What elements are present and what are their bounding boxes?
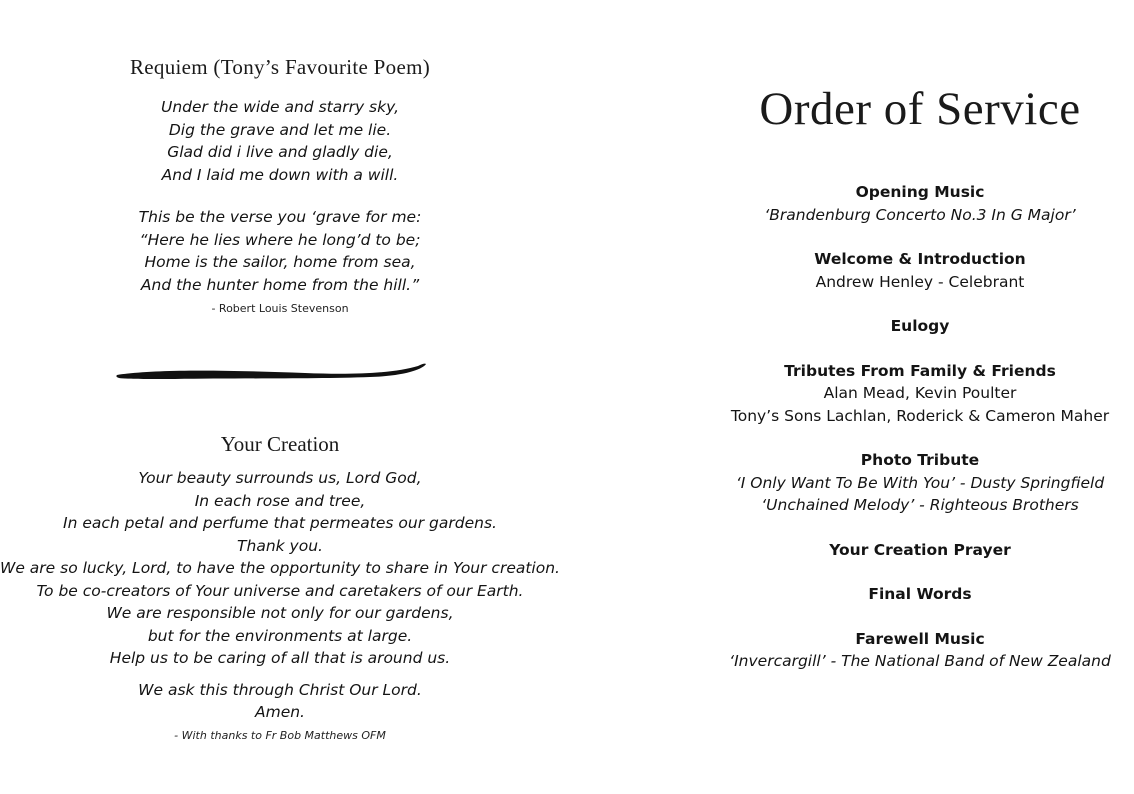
- poem-line: Under the wide and starry sky,: [160, 98, 400, 116]
- service-item-detail: Alan Mead, Kevin Poulter: [823, 384, 1017, 402]
- service-item-detail: ‘I Only Want To Be With You’ - Dusty Springfield: [735, 473, 1105, 492]
- prayer-line: To be co-creators of Your universe and caretakers of our Earth.: [36, 581, 524, 600]
- service-item-opening-music: [700, 181, 1134, 226]
- poem-line: Home is the sailor, home from sea,: [144, 253, 416, 271]
- poem-line: And I laid me down with a will.: [161, 165, 399, 184]
- prayer-line: Thank you.: [237, 536, 323, 555]
- service-item-title: Final Words: [868, 585, 972, 603]
- poem-line: And the hunter home from the hill.”: [140, 275, 420, 294]
- prayer-line: Your beauty surrounds us, Lord God,: [138, 469, 422, 487]
- service-item-title: Photo Tribute: [860, 451, 980, 469]
- service-item-tributes: [700, 360, 1134, 428]
- poem-line: “Here he lies where he long’d to be;: [139, 230, 421, 249]
- brush-stroke-divider: [115, 360, 430, 386]
- prayer-line: In each rose and tree,: [194, 491, 366, 510]
- creation-prayer: [0, 467, 560, 742]
- prayer-closing-line: Amen.: [255, 703, 305, 721]
- poem-line: Dig the grave and let me lie.: [168, 120, 392, 139]
- service-item-title: Tributes From Family & Friends: [784, 361, 1056, 380]
- poem-credit: - Robert Louis Stevenson: [211, 302, 349, 315]
- service-item-title: Your Creation Prayer: [829, 540, 1011, 559]
- poem-title: Requiem (Tony’s Favourite Poem): [129, 55, 431, 79]
- service-items: [700, 181, 1134, 695]
- service-item-detail: ‘Brandenburg Concerto No.3 In G Major’: [764, 205, 1076, 224]
- poem-line: Glad did i live and gladly die,: [167, 143, 393, 161]
- service-item-title: Welcome & Introduction: [814, 250, 1026, 268]
- poem-line: This be the verse you ‘grave for me:: [138, 208, 422, 226]
- prayer-gap: [0, 670, 560, 679]
- service-item-detail: ‘Invercargill’ - The National Band of New Zealand: [729, 652, 1111, 670]
- service-item-title: Farewell Music: [855, 629, 985, 648]
- service-item-final-words: [700, 583, 1134, 606]
- prayer-credit: - With thanks to Fr Bob Matthews OFM: [174, 728, 386, 742]
- prayer-closing-line: We ask this through Christ Our Lord.: [138, 680, 422, 699]
- service-item-detail: Tony’s Sons Lachlan, Roderick & Cameron Maher: [730, 406, 1110, 425]
- prayer-line: We are responsible not only for our gardens,: [106, 604, 454, 622]
- service-item-detail: ‘Unchained Melody’ - Righteous Brothers: [761, 496, 1079, 514]
- service-item-title: Opening Music: [855, 183, 985, 201]
- prayer-line: We are so lucky, Lord, to have the opportunity to share in Your creation.: [0, 559, 560, 577]
- service-item-creation-prayer: [700, 539, 1134, 562]
- service-item-photo-tribute: [700, 449, 1134, 517]
- service-item-farewell-music: [700, 628, 1134, 673]
- service-item-eulogy: [700, 315, 1134, 338]
- order-of-service-title: Order of Service: [759, 83, 1081, 135]
- service-item-title: Eulogy: [890, 317, 950, 335]
- stanza-gap: [0, 186, 560, 206]
- service-item-welcome: [700, 248, 1134, 293]
- creation-title: Your Creation: [220, 432, 340, 456]
- prayer-line: Help us to be caring of all that is around us.: [109, 649, 451, 667]
- prayer-line: but for the environments at large.: [147, 626, 413, 645]
- service-item-detail: Andrew Henley - Celebrant: [815, 272, 1025, 291]
- prayer-line: In each petal and perfume that permeates our gardens.: [63, 514, 497, 532]
- poem-body: [0, 96, 560, 315]
